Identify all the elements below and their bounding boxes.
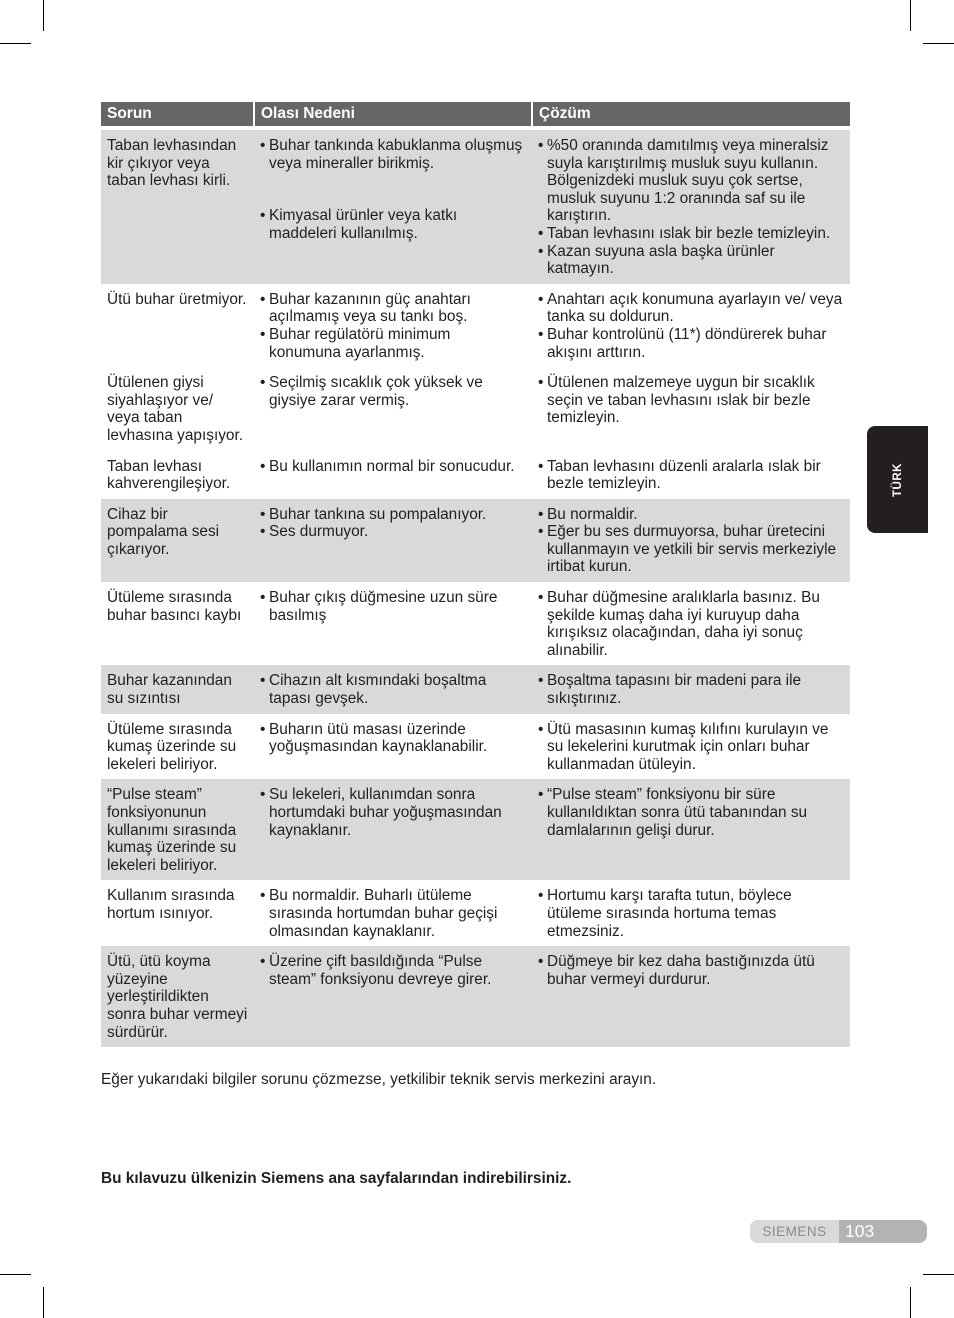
cause-item: • Buhar kazanının güç anahtarı açılmamış veya su tankı boş. — [260, 291, 526, 326]
solution-cell — [532, 499, 850, 582]
page-number: 103 — [845, 1221, 875, 1241]
solution-list — [538, 721, 844, 774]
solution-cell — [532, 582, 850, 665]
table-row — [101, 946, 850, 1047]
solution-cell — [532, 451, 850, 499]
solution-item: • Kazan suyuna asla başka ürünler katmayın. — [538, 243, 844, 278]
solution-list — [538, 953, 844, 988]
cause-item: • Bu kullanımın normal bir sonucudur. — [260, 458, 526, 476]
problem-cell: Ütüleme sırasında buhar basıncı kaybı — [107, 589, 242, 624]
problem-cell: Taban levhasından kir çıkıyor veya taban levhası kirli. — [101, 130, 254, 284]
cause-cell — [254, 499, 532, 582]
crop-mark — [910, 0, 911, 31]
crop-mark — [923, 43, 954, 44]
problem-cell: Ütüleme sırasında kumaş üzerinde su lekeleri beliriyor. — [107, 720, 237, 773]
cause-item: • Buhar tankına su pompalanıyor. — [260, 506, 526, 524]
solution-cell — [532, 714, 850, 780]
cause-item: • Buhar regülatörü minimum konumuna ayarlanmış. — [260, 326, 526, 361]
cause-item: • Cihazın alt kısmındaki boşaltma tapası gevşek. — [260, 672, 526, 707]
solution-list — [538, 506, 844, 576]
solution-list — [538, 786, 844, 839]
solution-item: • Buhar kontrolünü (11*) döndürerek buhar akışını arttırın. — [538, 326, 844, 361]
solution-cell — [532, 946, 850, 1047]
cause-item: • Buhar çıkış düğmesine uzun süre basılmış — [260, 589, 526, 624]
page-footer-tab — [750, 1220, 927, 1243]
table-row — [101, 499, 850, 582]
crop-mark — [0, 43, 31, 44]
solution-item: • Taban levhasını düzenli aralarla ıslak bir bezle temizleyin. — [538, 458, 844, 493]
table-row — [101, 130, 850, 284]
crop-mark — [43, 1287, 44, 1318]
cause-list — [260, 887, 526, 940]
cause-cell — [254, 665, 532, 713]
cause-list — [260, 786, 526, 839]
column-header-cause: Olası Nedeni — [254, 102, 532, 126]
solution-list — [538, 887, 844, 940]
cause-item: • Buharın ütü masası üzerinde yoğuşmasından kaynaklanabilir. — [260, 721, 526, 756]
solution-cell — [532, 779, 850, 880]
crop-mark — [910, 1287, 911, 1318]
table-row — [101, 284, 850, 367]
language-tab — [867, 426, 928, 533]
table-row — [101, 714, 850, 780]
solution-list — [538, 672, 844, 707]
solution-item: • Hortumu karşı tarafta tutun, böylece ütüleme sırasında hortuma temas etmezsiniz. — [538, 887, 844, 940]
problem-cell: Cihaz bir pompalama sesi çıkarıyor. — [101, 499, 254, 582]
solution-item: • Bu normaldir. — [538, 506, 844, 524]
cause-item: • Ses durmuyor. — [260, 523, 526, 541]
cause-list — [260, 953, 526, 988]
table-row — [101, 880, 850, 946]
solution-list — [538, 458, 844, 493]
cause-list — [260, 721, 526, 756]
crop-mark — [923, 1274, 954, 1275]
cause-cell — [254, 714, 532, 780]
download-note: Bu kılavuzu ülkenizin Siemens ana sayfalarından indirebilirsiniz. — [101, 1170, 572, 1187]
solution-list — [538, 291, 844, 361]
solution-item: • Düğmeye bir kez daha bastığınızda ütü buhar vermeyi durdurur. — [538, 953, 844, 988]
cause-item: • Bu normaldir. Buharlı ütüleme sırasında hortumdan buhar geçişi olmasından kaynaklanır. — [260, 887, 526, 940]
solution-list — [538, 374, 844, 427]
problem-cell: Ütü, ütü koyma yüzeyine yerleştirildikten sonra buhar vermeyi sürdürür. — [101, 946, 254, 1047]
table-row — [101, 451, 850, 499]
solution-item: • Ütülenen malzemeye uygun bir sıcaklık seçin ve taban levhasını ıslak bir bezle temizleyin. — [538, 374, 844, 427]
cause-cell — [254, 451, 532, 499]
cause-item: • Kimyasal ürünler veya katkı maddeleri kullanılmış. — [260, 207, 526, 242]
table-row — [101, 665, 850, 713]
cause-list — [260, 291, 526, 361]
cause-cell — [254, 582, 532, 665]
solution-cell — [532, 880, 850, 946]
column-header-problem: Sorun — [101, 102, 254, 126]
problem-cell: “Pulse steam” fonksiyonunun kullanımı sırasında kumaş üzerinde su lekeleri beliriyor. — [101, 779, 254, 880]
column-header-solution: Çözüm — [532, 102, 850, 126]
problem-cell: Kullanım sırasında hortum ısınıyor. — [107, 887, 235, 922]
cause-cell — [254, 367, 532, 450]
language-tab-label: TÜRK — [891, 462, 904, 497]
solution-item: • Taban levhasını ıslak bir bezle temizleyin. — [538, 225, 844, 243]
cause-cell — [254, 779, 532, 880]
cause-cell — [254, 130, 532, 284]
problem-cell: Buhar kazanından su sızıntısı — [101, 665, 254, 713]
solution-item: • %50 oranında damıtılmış veya mineralsiz suyla karıştırılmış musluk suyu kullanın. Bölgenizdeki musluk suyu çok sertse, musluk suyunu 1:2 oranında saf su ile karıştırın. — [538, 137, 844, 225]
solution-list — [538, 137, 844, 278]
table-row — [101, 582, 850, 665]
cause-list — [260, 672, 526, 707]
solution-item: • Buhar düğmesine aralıklarla basınız. Bu şekilde kumaş daha iyi kuruyup daha kırışıksız olacağından, daha iyi sonuç alınabilir. — [538, 589, 844, 659]
cause-cell — [254, 946, 532, 1047]
footer-note: Eğer yukarıdaki bilgiler sorunu çözmezse, yetkilibir teknik servis merkezini arayın. — [101, 1071, 657, 1088]
solution-cell — [532, 130, 850, 284]
crop-mark — [0, 1274, 31, 1275]
cause-item: • Buhar tankında kabuklanma oluşmuş veya mineraller birikmiş. — [260, 137, 526, 172]
cause-list — [260, 589, 526, 624]
cause-list — [260, 374, 526, 409]
cause-list — [260, 506, 526, 541]
cause-list — [260, 137, 526, 242]
problem-cell: Taban levhası kahverengileşiyor. — [107, 457, 231, 493]
cause-list — [260, 458, 526, 476]
cause-cell — [254, 880, 532, 946]
table-row — [101, 367, 850, 450]
cause-item: • Su lekeleri, kullanımdan sonra hortumdaki buhar yoğuşmasından kaynaklanır. — [260, 786, 526, 839]
cause-item: • Üzerine çift basıldığında “Pulse steam” fonksiyonu devreye girer. — [260, 953, 526, 988]
solution-cell — [532, 284, 850, 367]
solution-list — [538, 589, 844, 659]
troubleshooting-table — [101, 102, 850, 1047]
table-header-row — [101, 102, 850, 126]
solution-item: • Boşaltma tapasını bir madeni para ile sıkıştırınız. — [538, 672, 844, 707]
brand-label: SIEMENS — [750, 1220, 839, 1243]
cause-item: • Seçilmiş sıcaklık çok yüksek ve giysiye zarar vermiş. — [260, 374, 526, 409]
problem-cell: Ütülenen giysi siyahlaşıyor ve/ veya taban levhasına yapışıyor. — [107, 374, 244, 444]
solution-cell — [532, 665, 850, 713]
cause-cell — [254, 284, 532, 367]
solution-item: • Eğer bu ses durmuyorsa, buhar üretecini kullanmayın ve yetkili bir servis merkeziyle irtibat kurun. — [538, 523, 844, 576]
problem-cell: Ütü buhar üretmiyor. — [107, 290, 247, 308]
crop-mark — [43, 0, 44, 31]
solution-item: • “Pulse steam” fonksiyonu bir süre kullanıldıktan sonra ütü tabanından su damlalarının gelişi durur. — [538, 786, 844, 839]
table-row — [101, 779, 850, 880]
solution-item: • Ütü masasının kumaş kılıfını kurulayın ve su lekelerini kurutmak için onları buhar kullanmadan ütüleyin. — [538, 721, 844, 774]
solution-cell — [532, 367, 850, 450]
solution-item: • Anahtarı açık konumuna ayarlayın ve/ veya tanka su doldurun. — [538, 291, 844, 326]
